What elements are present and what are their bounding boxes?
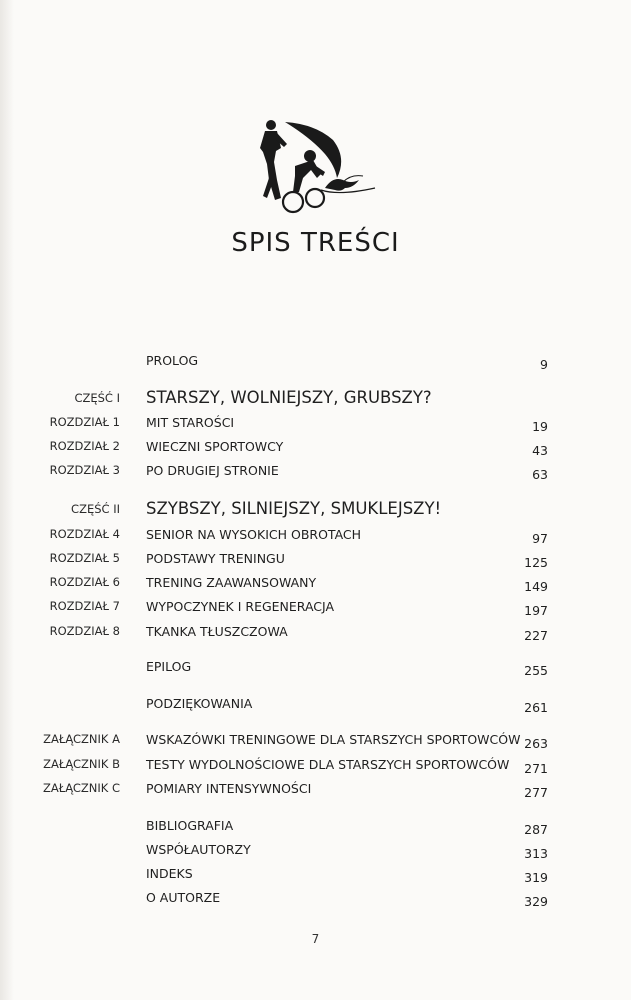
toc-page: 97 — [532, 531, 548, 546]
page-number: 7 — [311, 932, 320, 946]
toc-page: 271 — [524, 761, 548, 776]
toc-entry — [0, 756, 631, 778]
toc-entry — [0, 731, 631, 753]
toc-title: INDEKS — [146, 866, 193, 881]
toc-part-1 — [0, 388, 631, 410]
toc-page: 255 — [524, 663, 548, 678]
toc-title: TESTY WYDOLNOŚCIOWE DLA STARSZYCH SPORTOWCÓW — [146, 757, 510, 772]
toc-label: ROZDZIAŁ 5 — [49, 551, 120, 565]
toc-title: POMIARY INTENSYWNOŚCI — [146, 781, 312, 796]
toc-title: PODSTAWY TRENINGU — [146, 551, 285, 566]
toc-title: PO DRUGIEJ STRONIE — [146, 463, 279, 478]
toc-part-2 — [0, 499, 631, 521]
toc-title: STARSZY, WOLNIEJSZY, GRUBSZY? — [146, 388, 432, 407]
toc-entry-epilog — [0, 658, 631, 680]
toc-title: O AUTORZE — [146, 890, 221, 905]
toc-entry — [0, 526, 631, 548]
toc-page: 313 — [524, 846, 548, 861]
toc-label: CZĘŚĆ I — [74, 391, 120, 405]
toc-page: 329 — [524, 894, 548, 909]
toc-entry — [0, 841, 631, 863]
toc-entry — [0, 817, 631, 839]
toc-title: SZYBSZY, SILNIEJSZY, SMUKLEJSZY! — [146, 499, 442, 518]
toc-title: PROLOG — [146, 353, 199, 368]
toc-entry — [0, 865, 631, 887]
toc-entry — [0, 574, 631, 596]
toc-entry — [0, 598, 631, 620]
toc-page: 319 — [524, 870, 548, 885]
page-title: SPIS TREŚCI — [231, 228, 400, 258]
toc-entry — [0, 550, 631, 572]
toc-page: 125 — [524, 555, 548, 570]
toc-entry — [0, 462, 631, 484]
toc-title: TKANKA TŁUSZCZOWA — [146, 624, 288, 639]
runner-cyclist-illustration — [255, 118, 385, 218]
toc-entry — [0, 780, 631, 802]
toc-title: MIT STAROŚCI — [146, 415, 235, 430]
toc-title: EPILOG — [146, 659, 192, 674]
toc-label: CZĘŚĆ II — [71, 502, 120, 516]
toc-page: 261 — [524, 700, 548, 715]
toc-page: 263 — [524, 736, 548, 751]
toc-title: WSPÓŁAUTORZY — [146, 842, 251, 857]
toc-label: ZAŁĄCZNIK C — [42, 781, 120, 795]
toc-title: TRENING ZAAWANSOWANY — [146, 575, 317, 590]
toc-label: ROZDZIAŁ 2 — [49, 439, 120, 453]
toc-label: ROZDZIAŁ 1 — [49, 415, 120, 429]
toc-label: ROZDZIAŁ 6 — [49, 575, 120, 589]
toc-title: WYPOCZYNEK I REGENERACJA — [146, 599, 335, 614]
toc-title: PODZIĘKOWANIA — [146, 696, 253, 711]
toc-entry — [0, 414, 631, 436]
toc-page: 63 — [532, 467, 548, 482]
toc-label: ZAŁĄCZNIK A — [43, 732, 120, 746]
toc-page: 19 — [532, 419, 548, 434]
toc-page: 43 — [532, 443, 548, 458]
toc-page: 277 — [524, 785, 548, 800]
toc-page: 9 — [540, 357, 548, 372]
toc-page: 149 — [524, 579, 548, 594]
toc-entry-prolog — [0, 351, 631, 373]
toc-title: SENIOR NA WYSOKICH OBROTACH — [146, 527, 362, 542]
toc-title: WIECZNI SPORTOWCY — [146, 439, 284, 454]
toc-title: WSKAZÓWKI TRENINGOWE DLA STARSZYCH SPORTOWCÓW — [146, 732, 521, 747]
toc-label: ROZDZIAŁ 8 — [49, 624, 120, 638]
toc-label: ROZDZIAŁ 3 — [49, 463, 120, 477]
toc-title: BIBLIOGRAFIA — [146, 818, 234, 833]
toc-page: 197 — [524, 603, 548, 618]
toc-entry-acknowledgements — [0, 694, 631, 716]
toc-label: ROZDZIAŁ 7 — [49, 599, 120, 613]
toc-page: 227 — [524, 628, 548, 643]
toc-page: 287 — [524, 822, 548, 837]
toc-entry — [0, 889, 631, 911]
toc-entry — [0, 623, 631, 645]
toc-label: ZAŁĄCZNIK B — [43, 757, 120, 771]
toc-entry — [0, 438, 631, 460]
toc-label: ROZDZIAŁ 4 — [49, 527, 120, 541]
